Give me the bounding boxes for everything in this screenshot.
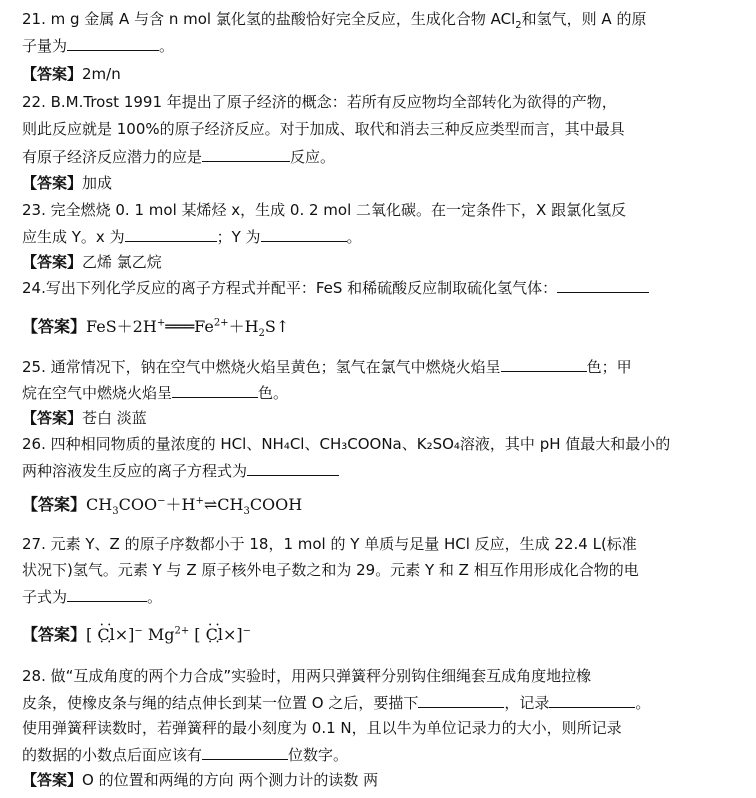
q26-line2: 两种溶液发生反应的离子方程式为 xyxy=(22,459,339,482)
answer-blank[interactable] xyxy=(418,691,504,708)
answer-blank[interactable] xyxy=(202,743,288,760)
q22-answer: 【答案】加成 xyxy=(22,174,113,192)
q22-line2: 则此反应就是 100%的原子经济反应。对于加成、取代和消去三种反应类型而言，其中最具 xyxy=(22,120,625,138)
electron-dots-cl: • • Cl • • xyxy=(97,624,114,646)
q28-line2: 皮条，使橡皮条与绳的结点伸长到某一位置 O 之后，要描下 ，记录 。 xyxy=(22,691,650,714)
q22-line3: 有原子经济反应潜力的应是 反应。 xyxy=(22,145,335,168)
q28-line4: 的数据的小数点后面应该有 位数字。 xyxy=(22,743,348,766)
q25-line2: 烷在空气中燃烧火焰呈 色。 xyxy=(22,381,288,404)
q27-line2: 状况下)氢气。元素 Y 与 Z 原子核外电子数之和为 29。元素 Y 和 Z 相互作用形成化合物的电 xyxy=(22,561,639,579)
q26-line1: 26. 四种相同物质的量浓度的 HCl、NH₄Cl、CH₃COONa、K₂SO₄溶液，其中 pH 值最大和最小的 xyxy=(22,435,671,453)
answer-blank[interactable] xyxy=(67,585,147,602)
answer-blank[interactable] xyxy=(247,459,339,476)
answer-blank[interactable] xyxy=(557,276,649,293)
answer-blank[interactable] xyxy=(67,34,159,51)
q27-line1: 27. 元素 Y、Z 的原子序数都小于 18，1 mol 的 Y 单质与足量 HCl 反应，生成 22.4 L(标准 xyxy=(22,535,637,553)
answer-blank[interactable] xyxy=(202,145,290,162)
answer-blank[interactable] xyxy=(172,381,258,398)
q24-line1: 24.写出下列化学反应的离子方程式并配平：FeS 和稀硫酸反应制取硫化氢气体： xyxy=(22,276,649,299)
answer-blank[interactable] xyxy=(501,355,587,372)
answer-blank[interactable] xyxy=(125,225,217,242)
q27-line3: 子式为 。 xyxy=(22,585,162,608)
q23-answer: 【答案】乙烯 氯乙烷 xyxy=(22,253,162,271)
q28-line3: 使用弹簧秤读数时，若弹簧秤的最小刻度为 0.1 N，且以牛为单位记录力的大小，则所记录 xyxy=(22,719,622,737)
q26-answer: 【答案】$CH_3COO^-+H^+\rightleftharpoons CH_3COOH$ xyxy=(22,495,303,518)
electron-dots-cl-2: • • Cl • • xyxy=(206,624,223,646)
q21-line2: 子量为 。 xyxy=(22,34,174,57)
q22-line1: 22. B.M.Trost 1991 年提出了原子经济的概念：若所有反应物均全部转化为欲得的产物， xyxy=(22,93,617,111)
answer-blank[interactable] xyxy=(261,225,347,242)
q28-answer: 【答案】O 的位置和两绳的方向 两个测力计的读数 两 xyxy=(22,771,379,789)
q28-line1: 28. 做“互成角度的两个力合成”实验时，用两只弹簧秤分别钩住细绳套互成角度地拉橡 xyxy=(22,667,592,685)
q21-line1: 21. m g 金属 A 与含 n mol 氯化氢的盐酸恰好完全反应，生成化合物 ACl$_2$和氢气，则 A 的原 xyxy=(22,10,647,31)
q23-line2: 应生成 Y。x 为 ；Y 为 。 xyxy=(22,225,362,248)
q25-answer: 【答案】苍白 淡蓝 xyxy=(22,409,147,427)
q24-answer: 【答案】$FeS+2H^+═══Fe^{2+}+H_2S↑$ xyxy=(22,317,290,340)
q27-answer: 【答案】[ • • Cl • •×]− $Mg^{2+}$ [ • • Cl • •×]− xyxy=(22,624,251,646)
q25-line1: 25. 通常情况下，钠在空气中燃烧火焰呈黄色；氢气在氯气中燃烧火焰呈 色；甲 xyxy=(22,355,632,378)
q21-answer: 【答案】2m/n xyxy=(22,65,121,83)
answer-blank[interactable] xyxy=(549,691,635,708)
q23-line1: 23. 完全燃烧 0. 1 mol 某烯烃 x，生成 0. 2 mol 二氧化碳。在一定条件下，X 跟氯化氢反 xyxy=(22,201,627,219)
